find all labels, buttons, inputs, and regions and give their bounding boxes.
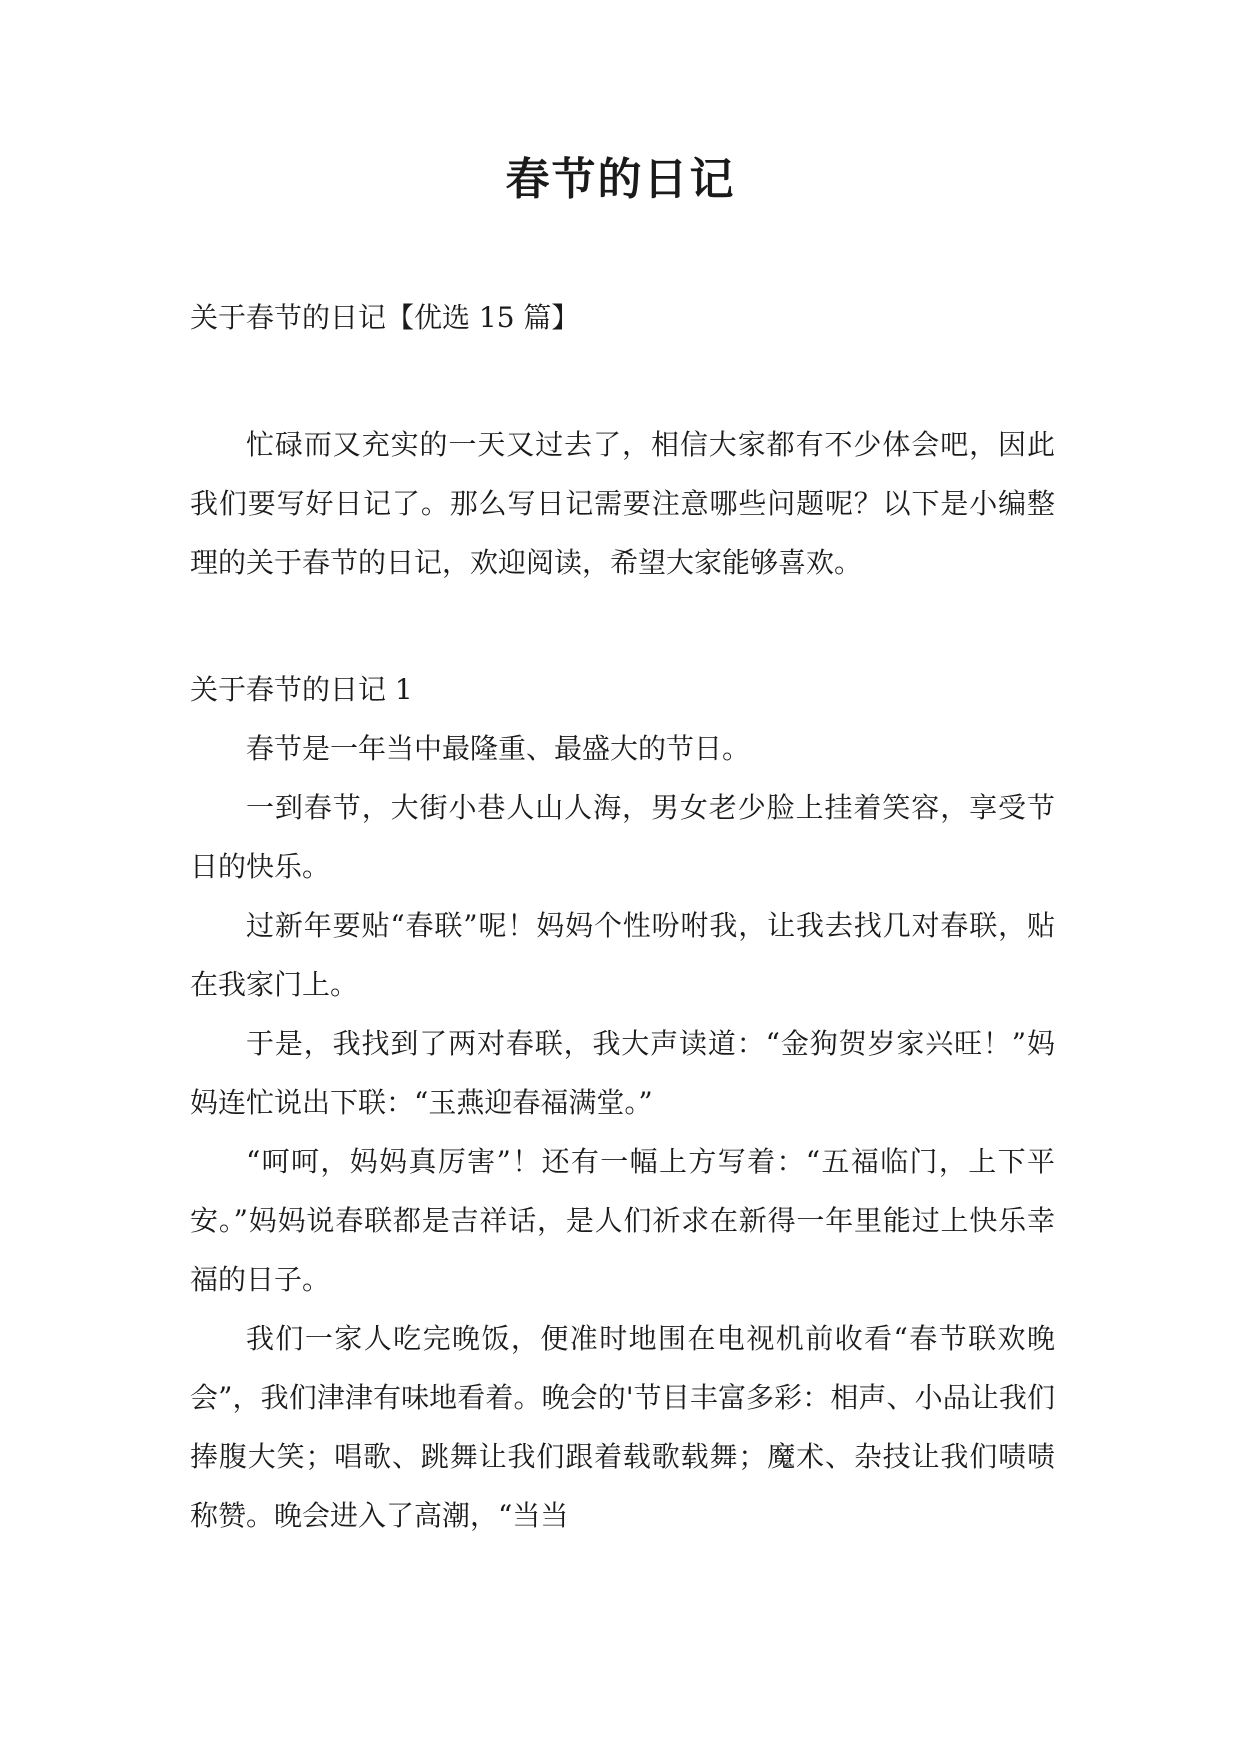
document-body [190, 288, 1055, 1545]
section-heading: 关于春节的日记 1 [190, 673, 413, 706]
body-paragraph: 我们一家人吃完晚饭，便准时地围在电视机前收看“春节联欢晚会”，我们津津有味地看着。晚会的'节目丰富多彩：相声、小品让我们捧腹大笑；唱歌、跳舞让我们跟着载歌载舞；魔术、杂技让我们啧啧称赞。晚会进入了高潮，“当当 [190, 1322, 1055, 1532]
body-paragraph: 于是，我找到了两对春联，我大声读道：“金狗贺岁家兴旺！”妈妈连忙说出下联：“玉燕迎春福满堂。” [190, 1027, 1055, 1119]
body-paragraph: “呵呵，妈妈真厉害”！还有一幅上方写着：“五福临门，上下平安。”妈妈说春联都是吉祥话，是人们祈求在新得一年里能过上快乐幸福的日子。 [190, 1145, 1055, 1296]
body-paragraph: 过新年要贴“春联”呢！妈妈个性吩咐我，让我去找几对春联，贴在我家门上。 [190, 909, 1055, 1001]
body-paragraph: 春节是一年当中最隆重、最盛大的节日。 [246, 732, 751, 765]
body-paragraph: 一到春节，大街小巷人山人海，男女老少脸上挂着笑容，享受节日的快乐。 [190, 791, 1055, 883]
document-title: 春节的日记 [505, 154, 736, 205]
document-subtitle: 关于春节的日记【优选 15 篇】 [190, 301, 580, 334]
intro-paragraph: 忙碌而又充实的一天又过去了，相信大家都有不少体会吧，因此我们要写好日记了。那么写日记需要注意哪些问题呢？以下是小编整理的关于春节的日记，欢迎阅读，希望大家能够喜欢。 [190, 428, 1055, 579]
